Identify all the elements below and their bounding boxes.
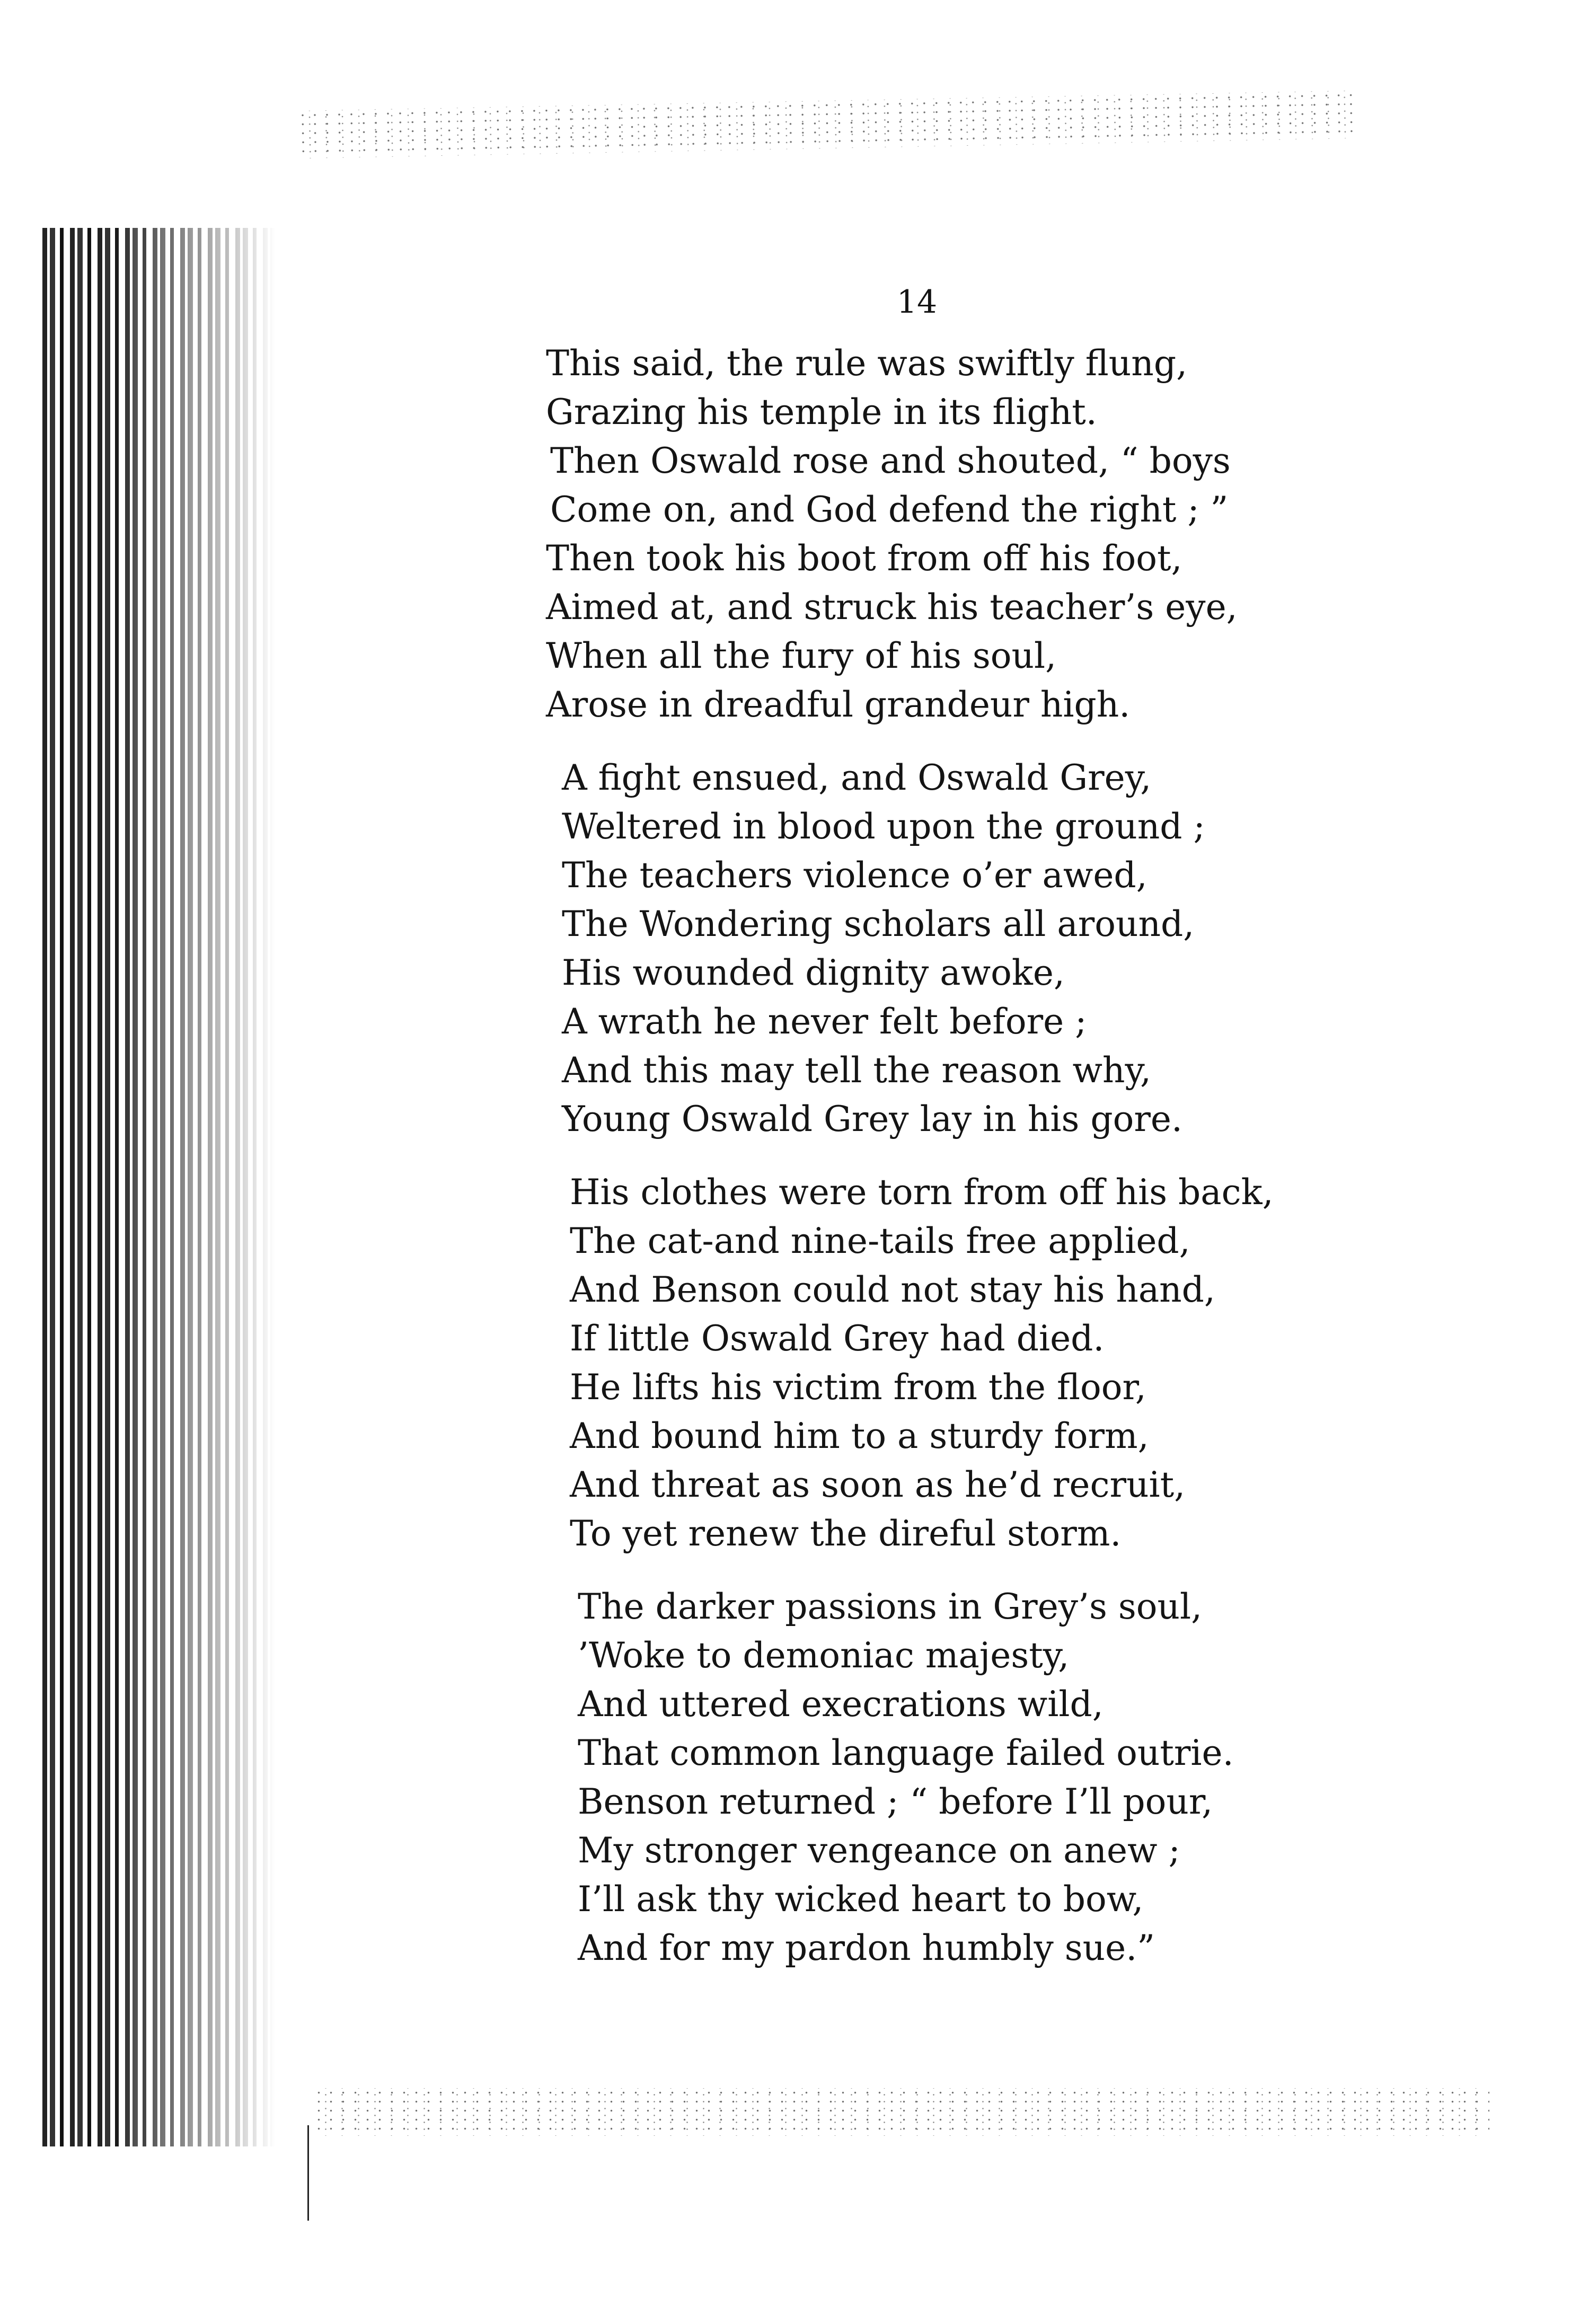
- poem-line: And Benson could not stay his hand,: [570, 1269, 1215, 1310]
- page-edge-noise-top: [296, 91, 1357, 158]
- poem-line: The teachers violence o’er awed,: [562, 855, 1148, 896]
- page-number: 14: [896, 284, 938, 321]
- poem-line: A wrath he never felt before ;: [562, 1001, 1087, 1042]
- page-margin-bottom: [0, 2146, 318, 2324]
- stanza: [546, 1583, 1299, 1973]
- poem-line: The darker passions in Grey’s soul,: [578, 1586, 1203, 1627]
- poem-line: A fight ensued, and Oswald Grey,: [562, 757, 1152, 798]
- stanza: [546, 754, 1299, 1144]
- poem-body: [546, 339, 1299, 1997]
- page-edge-noise-bottom: [313, 2088, 1489, 2136]
- stanza: [546, 1168, 1299, 1558]
- poem-line: This said, the rule was swiftly flung,: [546, 343, 1188, 384]
- poem-line: The cat-and nine-tails free applied,: [570, 1221, 1190, 1261]
- poem-line: Then took his boot from off his foot,: [546, 538, 1182, 579]
- poem-line: If little Oswald Grey had died.: [570, 1318, 1105, 1359]
- poem-line: Aimed at, and struck his teacher’s eye,: [546, 587, 1238, 628]
- poem-line: Arose in dreadful grandeur high.: [546, 684, 1131, 725]
- poem-line: Come on, and God defend the right ; ”: [550, 489, 1229, 530]
- poem-line: His wounded dignity awoke,: [562, 952, 1065, 993]
- poem-line: Grazing his temple in its flight.: [546, 392, 1097, 432]
- scanned-binding-edge: [42, 228, 276, 2146]
- poem-line: To yet renew the direful storm.: [570, 1513, 1122, 1554]
- page-margin-top: [0, 0, 318, 228]
- poem-line: Then Oswald rose and shouted, “ boys: [550, 440, 1231, 481]
- poem-line: My stronger vengeance on anew ;: [578, 1830, 1180, 1871]
- poem-line: And uttered execrations wild,: [578, 1684, 1104, 1725]
- poem-line: And for my pardon humbly sue.”: [578, 1928, 1155, 1968]
- poem-line: And bound him to a sturdy form,: [570, 1416, 1149, 1456]
- poem-line: Young Oswald Grey lay in his gore.: [562, 1099, 1182, 1139]
- poem-line: ’Woke to demoniac majesty,: [578, 1635, 1070, 1676]
- poem-line: The Wondering scholars all around,: [562, 904, 1195, 944]
- poem-line: His clothes were torn from off his back,: [570, 1172, 1274, 1213]
- poem-line: That common language failed outrie.: [578, 1733, 1234, 1773]
- poem-line: Benson returned ; “ before I’ll pour,: [578, 1781, 1213, 1822]
- stanza: [546, 339, 1299, 729]
- poem-line: And this may tell the reason why,: [562, 1050, 1151, 1091]
- poem-line: He lifts his victim from the floor,: [570, 1367, 1146, 1408]
- poem-line: And threat as soon as he’d recruit,: [570, 1464, 1186, 1505]
- poem-line: I’ll ask thy wicked heart to bow,: [578, 1879, 1144, 1920]
- scan-artifact-line: [307, 2125, 309, 2221]
- poem-line: When all the fury of his soul,: [546, 635, 1057, 676]
- poem-line: Weltered in blood upon the ground ;: [562, 806, 1205, 847]
